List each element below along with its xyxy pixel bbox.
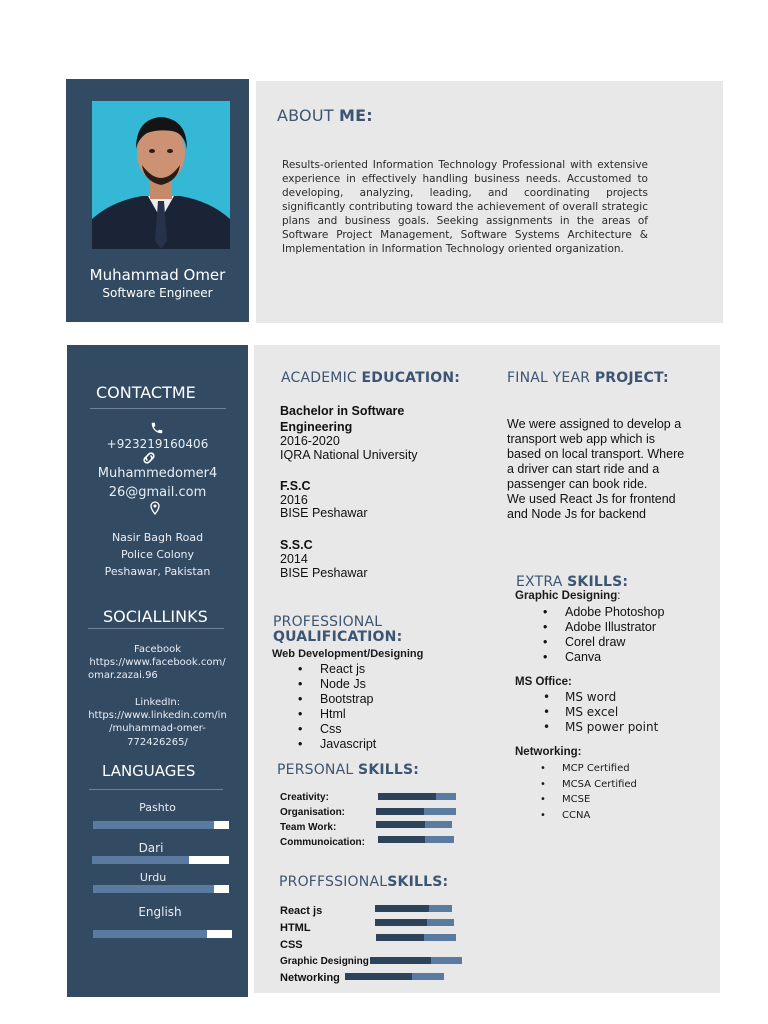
personal-skills-heading: PERSONAL SKILLS: (277, 762, 420, 778)
contact-address-3: Peshawar, Pakistan (104, 565, 211, 578)
list-item: • React js (292, 662, 452, 677)
list-item: • MS power point (537, 720, 717, 735)
qualification-heading-2: QUALIFICATION: (273, 629, 403, 645)
about-text: Results-oriented Information Technology Professional with extensive experience in effectively handling business needs. Accustomed to developing, analyzing, leading, and coordinating projects significantly contributing toward the achievement of overall strategic plans and business goals. Seeking assignments in the areas of Software Project Management, Software Systems Architecture & Implementation in Information Technology oriented organization. (282, 159, 648, 255)
personal-skill-label: Team Work: (280, 822, 337, 833)
profile-name: Muhammad Omer (89, 266, 226, 284)
project-line: We used React Js for frontend (507, 492, 676, 506)
networking-label: Networking: (515, 746, 582, 758)
personal-skill-bar (378, 836, 454, 843)
professional-skill-bar (375, 905, 452, 912)
language-bar-english-fill (93, 930, 207, 938)
professional-skill-bar (376, 934, 456, 941)
list-item: • CCNA (534, 808, 714, 824)
project-line: based on local transport. Where (507, 447, 685, 461)
contact-address-2: Police Colony (120, 548, 195, 561)
professional-skill-label: HTML (280, 922, 311, 934)
project-line: and Node Js for backend (507, 507, 646, 521)
contact-heading: CONTACTME (96, 383, 196, 402)
facebook-label: Facebook (134, 644, 181, 655)
project-heading: FINAL YEAR PROJECT: (507, 370, 669, 386)
project-line: transport web app which is (507, 432, 655, 446)
list-item: • Adobe Illustrator (537, 620, 717, 635)
ms-office-label: MS Office: (515, 676, 572, 688)
languages-heading: LANGUAGES (102, 762, 196, 780)
personal-skill-bar-fill (376, 821, 425, 828)
personal-skill-bar (376, 808, 456, 815)
edu-years-1: 2016-2020 (280, 434, 340, 448)
personal-skill-label: Creativity: (280, 792, 329, 803)
language-name-dari: Dari (138, 841, 164, 855)
phone-icon (150, 421, 164, 435)
professional-skill-bar (375, 919, 454, 926)
qualification-subheading: Web Development/Designing (272, 648, 424, 660)
linkedin-label: LinkedIn: (134, 697, 181, 708)
linkedin-url-1[interactable]: https://www.linkedin.com/in (88, 710, 227, 721)
extra-skills-heading: EXTRA SKILLS: (516, 574, 629, 590)
professional-skill-bar-fill (370, 957, 431, 964)
list-item: • MCP Certified (534, 761, 714, 777)
professional-skill-bar-fill (375, 919, 427, 926)
edu-degree-1a: Bachelor in Software (280, 404, 405, 418)
personal-skill-bar (376, 821, 452, 828)
qualification-heading-1: PROFESSIONAL (273, 614, 383, 630)
personal-skill-bar-fill (378, 836, 425, 843)
language-bar-urdu-fill (93, 885, 214, 893)
list-item: • Bootstrap (292, 692, 452, 707)
list-item: • Html (292, 707, 452, 722)
professional-skills-heading: PROFFSSIONALSKILLS: (279, 874, 449, 890)
edu-years-2: 2016 (280, 493, 308, 507)
language-bar-english (93, 930, 232, 938)
profile-photo (92, 101, 230, 249)
personal-skill-bar-fill (376, 808, 424, 815)
contact-rule (90, 408, 226, 409)
list-item: • Canva (537, 650, 717, 665)
list-item: • MS excel (537, 705, 717, 720)
qualification-list (292, 662, 452, 752)
language-bar-urdu (93, 885, 229, 893)
project-line: passenger can book ride. (507, 477, 648, 491)
project-line: a driver can start ride and a (507, 462, 660, 476)
personal-skill-bar (378, 793, 456, 800)
language-bar-dari-fill (92, 856, 189, 864)
language-bar-pashto-fill (93, 821, 214, 829)
social-rule (88, 628, 224, 629)
edu-degree-1b: Engineering (280, 420, 353, 434)
education-heading: ACADEMIC EDUCATION: (281, 370, 461, 386)
list-item: • Javascript (292, 737, 452, 752)
social-heading: SOCIALLINKS (103, 607, 208, 626)
language-name-english: English (138, 905, 182, 919)
contact-phone[interactable]: +923219160406 (106, 437, 209, 451)
project-description (507, 417, 712, 522)
professional-skill-label: React js (280, 905, 323, 917)
list-item: • Adobe Photoshop (537, 605, 717, 620)
languages-rule (89, 789, 223, 790)
link-icon (141, 451, 157, 465)
contact-address-1: Nasir Bagh Road (111, 531, 204, 544)
facebook-url-2[interactable]: omar.zazai.96 (88, 670, 158, 681)
personal-skill-bar-fill (378, 793, 436, 800)
edu-school-2: BISE Peshawar (280, 506, 368, 520)
profile-title: Software Engineer (102, 286, 213, 300)
list-item: • MS word (537, 690, 717, 705)
project-line: We were assigned to develop a (507, 417, 682, 431)
list-item: • Corel draw (537, 635, 717, 650)
professional-skill-bar-fill (345, 973, 412, 980)
professional-skill-bar (345, 973, 444, 980)
contact-email-line2[interactable]: 26@gmail.com (108, 485, 207, 500)
graphic-designing-label: Graphic Designing: (515, 590, 621, 602)
list-item: • MCSE (534, 792, 714, 808)
professional-skill-label: CSS (280, 939, 303, 951)
contact-email-line1[interactable]: Muhammedomer4 (97, 466, 218, 481)
list-item: • Node Js (292, 677, 452, 692)
linkedin-url-2[interactable]: /muhammad-omer- (109, 723, 206, 734)
location-pin-icon (149, 501, 161, 515)
linkedin-url-3[interactable]: 772426265/ (127, 737, 188, 748)
edu-degree-2: F.S.C (280, 479, 311, 493)
edu-school-1: IQRA National University (280, 448, 418, 462)
language-name-urdu: Urdu (139, 871, 167, 884)
language-bar-pashto (93, 821, 229, 829)
professional-skill-bar-fill (376, 934, 424, 941)
list-item: • Css (292, 722, 452, 737)
networking-list (534, 761, 714, 823)
facebook-url-1[interactable]: https://www.facebook.com/ (89, 657, 226, 668)
personal-skill-label: Organisation: (280, 807, 346, 818)
personal-skill-label: Communoication: (280, 837, 365, 848)
professional-skill-label: Networking (280, 972, 340, 984)
professional-skill-bar (370, 957, 462, 964)
edu-school-3: BISE Peshawar (280, 566, 368, 580)
language-name-pashto: Pashto (139, 801, 176, 814)
professional-skill-label: Graphic Designing (280, 956, 369, 967)
edu-degree-3: S.S.C (280, 538, 313, 552)
professional-skill-bar-fill (375, 905, 429, 912)
about-heading: ABOUT ME: (277, 106, 373, 125)
language-bar-dari (92, 856, 229, 864)
list-item: • MCSA Certified (534, 777, 714, 793)
graphic-designing-list (537, 605, 717, 665)
ms-office-list (537, 690, 717, 735)
edu-years-3: 2014 (280, 552, 308, 566)
